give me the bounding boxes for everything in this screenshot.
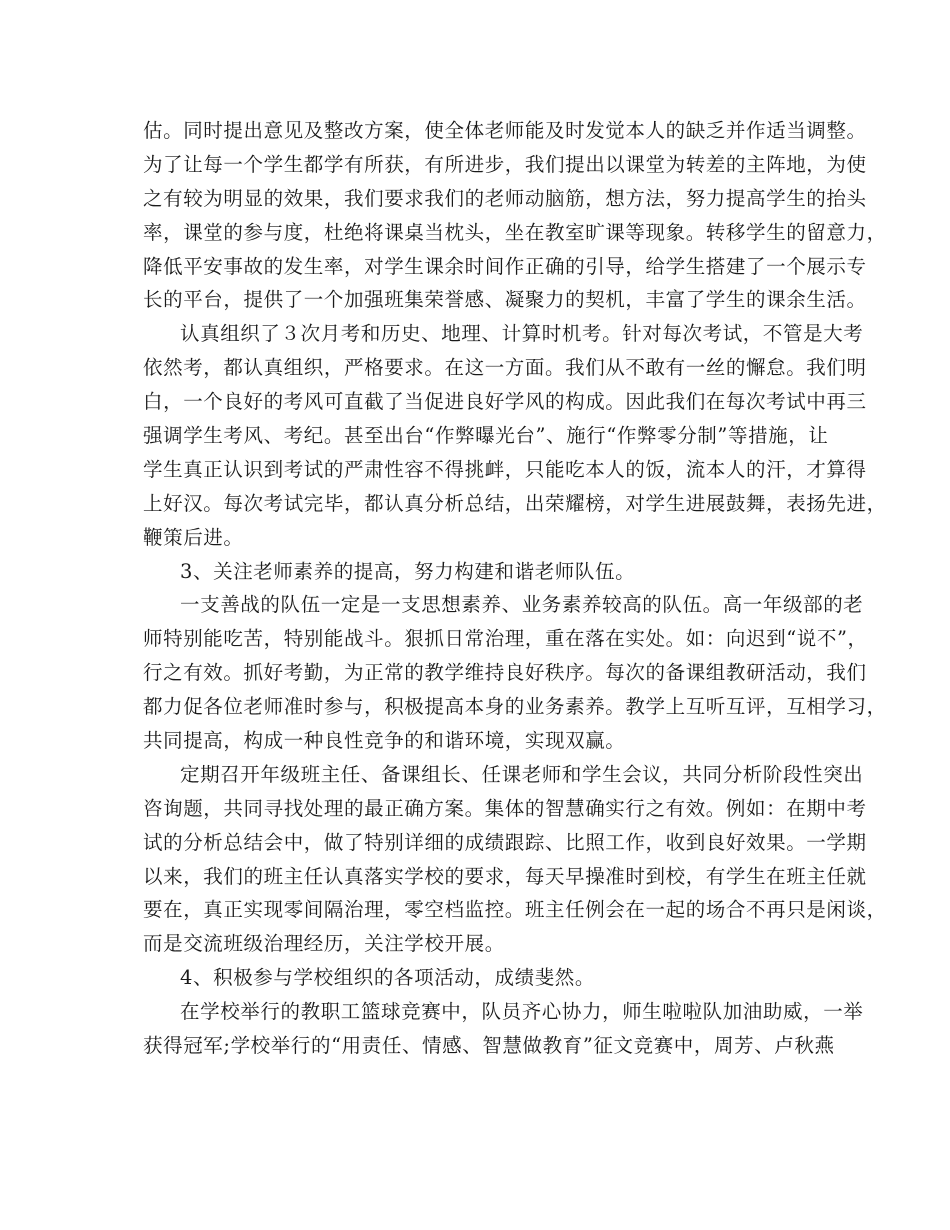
text-line: 都力促各位老师准时参与，积极提高本身的业务素养。教学上互听互评，互相学习， xyxy=(143,695,887,719)
text-line: 以来，我们的班主任认真落实学校的要求，每天早操准时到校，有学生在班主任就 xyxy=(143,864,867,888)
text-line: 试的分析总结会中，做了特别详细的成绩跟踪、比照工作，收到良好效果。一学期 xyxy=(143,830,867,854)
text-line: 咨询题，共同寻找处理的最正确方案。集体的智慧确实行之有效。例如：在期中考 xyxy=(143,796,867,820)
text-line: 上好汉。每次考试完毕，都认真分析总结，出荣耀榜，对学生进展鼓舞，表扬先进， xyxy=(143,491,887,515)
text-line: 强调学生考风、考纪。甚至出台“作弊曝光台”、施行“作弊零分制”等措施，让 xyxy=(143,424,829,448)
section-heading: 3、关注老师素养的提高，努力构建和谐老师队伍。 xyxy=(180,559,636,583)
text-line: 定期召开年级班主任、备课组长、任课老师和学生会议，共同分析阶段性突出 xyxy=(180,762,864,786)
text-line: 获得冠军;学校举行的“用责任、情感、智慧做教育”征文竞赛中，周芳、卢秋燕 xyxy=(143,1034,835,1058)
text-line: 长的平台，提供了一个加强班集荣誉感、凝聚力的契机，丰富了学生的课余生活。 xyxy=(143,288,867,312)
document-body xyxy=(143,114,887,1063)
text-line: 白，一个良好的考风可直截了当促进良好学风的构成。因此我们在每次考试中再三 xyxy=(143,390,867,414)
text-line: 鞭策后进。 xyxy=(143,525,244,549)
text-line: 而是交流班级治理经历，关注学校开展。 xyxy=(143,932,505,956)
text-line: 之有较为明显的效果，我们要求我们的老师动脑筋，想方法，努力提高学生的抬头 xyxy=(143,186,867,210)
text-line: 为了让每一个学生都学有所获，有所进步，我们提出以课堂为转差的主阵地，为使 xyxy=(143,152,867,176)
text-line: 估。同时提出意见及整改方案，使全体老师能及时发觉本人的缺乏并作适当调整。 xyxy=(143,119,867,142)
text-line: 率，课堂的参与度，杜绝将课桌当枕头，坐在教室旷课等现象。转移学生的留意力， xyxy=(143,220,887,244)
section-heading: 4、积极参与学校组织的各项活动，成绩斐然。 xyxy=(180,966,596,990)
text-line: 要在，真正实现零间隔治理，零空档监控。班主任例会在一起的场合不再只是闲谈， xyxy=(143,898,887,922)
text-line: 依然考，都认真组织，严格要求。在这一方面。我们从不敢有一丝的懈怠。我们明 xyxy=(143,356,867,380)
text-line: 降低平安事故的发生率，对学生课余时间作正确的引导，给学生搭建了一个展示专 xyxy=(143,254,867,278)
text-line: 认真组织了３次月考和历史、地理、计算时机考。针对每次考试，不管是大考 xyxy=(180,322,864,346)
text-line: 共同提高，构成一种良性竞争的和谐环境，实现双赢。 xyxy=(143,729,626,753)
text-line: 一支善战的队伍一定是一支思想素养、业务素养较高的队伍。高一年级部的老 xyxy=(180,593,864,617)
text-line: 师特别能吃苦，特别能战斗。狠抓日常治理，重在落在实处。如：向迟到“说不”， xyxy=(143,627,868,651)
text-line: 在学校举行的教职工篮球竞赛中，队员齐心协力，师生啦啦队加油助威，一举 xyxy=(180,1000,864,1024)
text-line: 行之有效。抓好考勤，为正常的教学维持良好秩序。每次的备课组教研活动，我们 xyxy=(143,661,867,685)
text-line: 学生真正认识到考试的严肃性容不得挑衅，只能吃本人的饭，流本人的汗，才算得 xyxy=(143,457,867,481)
